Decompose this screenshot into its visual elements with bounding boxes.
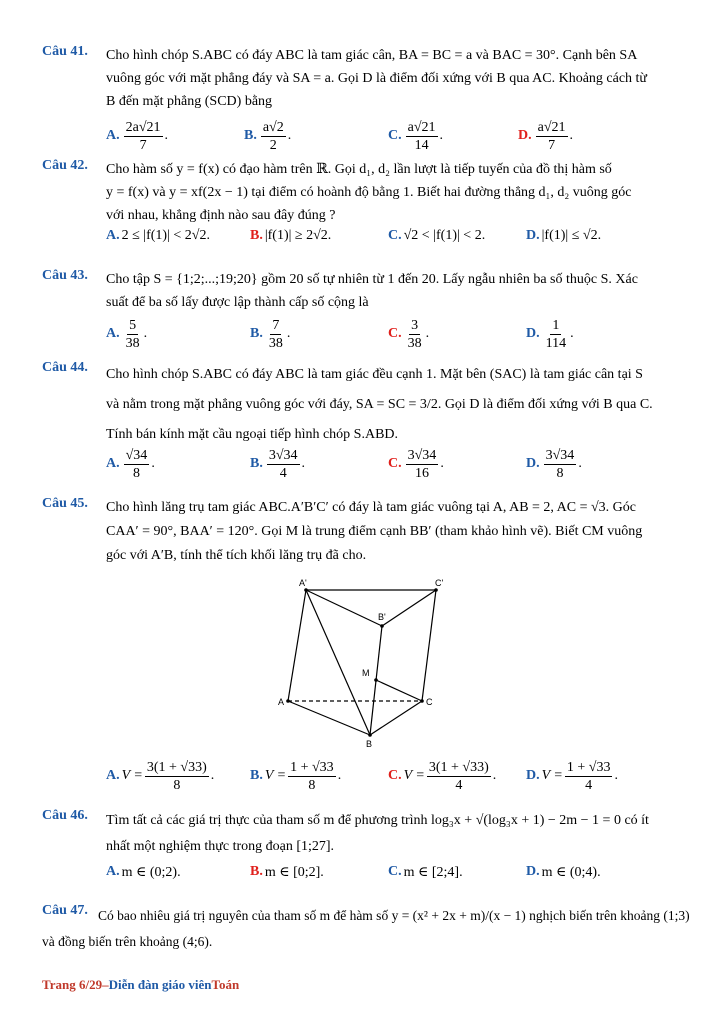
question-number: Câu 47. [42, 903, 88, 918]
question-number: Câu 43. [42, 268, 88, 283]
question-text: Cho hàm số y = f(x) có đạo hàm trên ℝ. Gọi d₁, d₂ lần lượt là tiếp tuyến của đồ thị hàm số y = f(x) và y = xf(2x − 1) tại điểm có hoành độ bằng 1. Biết hai đường thẳng d₁, d₂ vuông góc với nhau, khẳng định nào sau đây đúng ? [106, 162, 632, 223]
question-number: Câu 46. [42, 808, 88, 823]
option-a[interactable]: A. m ∈ (0;2). [106, 864, 181, 880]
question-text: Cho hình lăng trụ tam giác ABC.A′B′C′ có đáy là tam giác vuông tại A, AB = 2, AC = √3. Góc CAA′ = 90°, BAA′ = 120°. Gọi M là trung điểm cạnh BB′ (tham khảo hình vẽ). Biết CM vuông góc với A′B, tính thể tích khối lăng trụ đã cho. [106, 500, 643, 563]
options-row [106, 860, 692, 884]
option-b[interactable]: B. $\frac{a√2}{2}$ . [244, 119, 292, 153]
option-b[interactable]: B. $\frac{3√34}{4}$ . [250, 447, 306, 481]
option-c[interactable]: C. $\frac{3√34}{16}$ . [388, 447, 444, 481]
prism-figure [278, 578, 444, 755]
label-c: C [426, 697, 433, 707]
question-text: Cho hình chóp S.ABC có đáy ABC là tam giác đều cạnh 1. Mặt bên (SAC) là tam giác cân tại S và nằm trong mặt phẳng vuông góc với đáy, SA = SC = 3/2. Gọi D là điểm đối xứng với B qua C. Tính bán kính mặt cầu ngoại tiếp hình chóp S.ABD. [106, 367, 653, 442]
option-c[interactable]: C. V = $\frac{3(1 + √33)}{4}$ . [388, 759, 497, 793]
option-c[interactable]: C. m ∈ [2;4]. [388, 864, 463, 880]
option-a[interactable]: A. $\frac{2a√21}{7}$ . [106, 119, 169, 153]
question-text: Tìm tất cả các giá trị thực của tham số m để phương trình log₃x + √(log₃x + 1) − 2m − 1 = 0 có ít nhất một nghiệm thực trong đoạn [1;27]. [106, 813, 649, 854]
label-a-prime: A' [299, 578, 307, 588]
label-b: B [366, 739, 373, 749]
question-number: Câu 44. [42, 360, 88, 375]
option-c[interactable]: C. $\frac{3}{38}$ . [388, 317, 430, 351]
question-number: Câu 45. [42, 496, 88, 511]
option-a[interactable]: A. 2 ≤ |f(1)| < 2√2. [106, 228, 210, 243]
option-b[interactable]: B. V = $\frac{1 + √33}{8}$ . [250, 759, 342, 793]
page-footer: Trang 6/29–Diễn đàn giáo viênToán [42, 977, 240, 992]
option-d[interactable]: D. m ∈ (0;4). [526, 864, 601, 880]
option-d[interactable]: D. V = $\frac{1 + √33}{4}$ . [526, 759, 618, 793]
option-b[interactable]: B. $\frac{7}{38}$ . [250, 317, 291, 351]
option-a[interactable]: A. $\frac{5}{38}$ . [106, 317, 148, 351]
option-b[interactable]: B. m ∈ [0;2]. [250, 864, 324, 880]
option-a[interactable]: A. V = $\frac{3(1 + √33)}{8}$ . [106, 759, 215, 793]
question-number: Câu 42. [42, 158, 88, 173]
option-d[interactable]: D. $\frac{3√34}{8}$ . [526, 447, 582, 481]
options-row [106, 224, 692, 248]
question-text: Có bao nhiêu giá trị nguyên của tham số m để hàm số y = (x² + 2x + m)/(x − 1) nghịch biến trên khoảng (1;3) và đồng biến trên khoảng (4;6). [42, 908, 690, 949]
option-c[interactable]: C. $\frac{a√21}{14}$ . [388, 119, 444, 153]
question-text: Cho hình chóp S.ABC có đáy ABC là tam giác cân, BA = BC = a và BAC = 30°. Cạnh bên SA vuông góc với mặt phẳng đáy và SA = a. Gọi D là điểm đối xứng với B qua AC. Khoảng cách từ B đến mặt phẳng (SCD) bằng [106, 48, 648, 109]
options-row [106, 116, 692, 156]
label-b-prime: B' [378, 612, 386, 622]
label-m: M [362, 668, 370, 678]
question-number: Câu 41. [42, 44, 88, 59]
option-c[interactable]: C. √2 < |f(1)| < 2. [388, 228, 486, 243]
options-row [106, 444, 692, 484]
option-d[interactable]: D. $\frac{a√21}{7}$ . [518, 119, 574, 153]
option-b[interactable]: B. |f(1)| ≥ 2√2. [250, 228, 332, 243]
options-row [106, 756, 692, 796]
label-c-prime: C' [435, 578, 444, 588]
label-a: A [278, 697, 285, 707]
option-a[interactable]: A. $\frac{√34}{8}$ . [106, 447, 155, 481]
option-d[interactable]: D. $\frac{1}{114}$ . [526, 317, 574, 351]
options-row [106, 314, 692, 354]
option-d[interactable]: D. |f(1)| ≤ √2. [526, 228, 602, 243]
question-text: Cho tập S = {1;2;...;19;20} gồm 20 số tự nhiên từ 1 đến 20. Lấy ngẫu nhiên ba số thuộc S. Xác suất để ba số lấy được lập thành cấp số cộng là [106, 272, 638, 310]
